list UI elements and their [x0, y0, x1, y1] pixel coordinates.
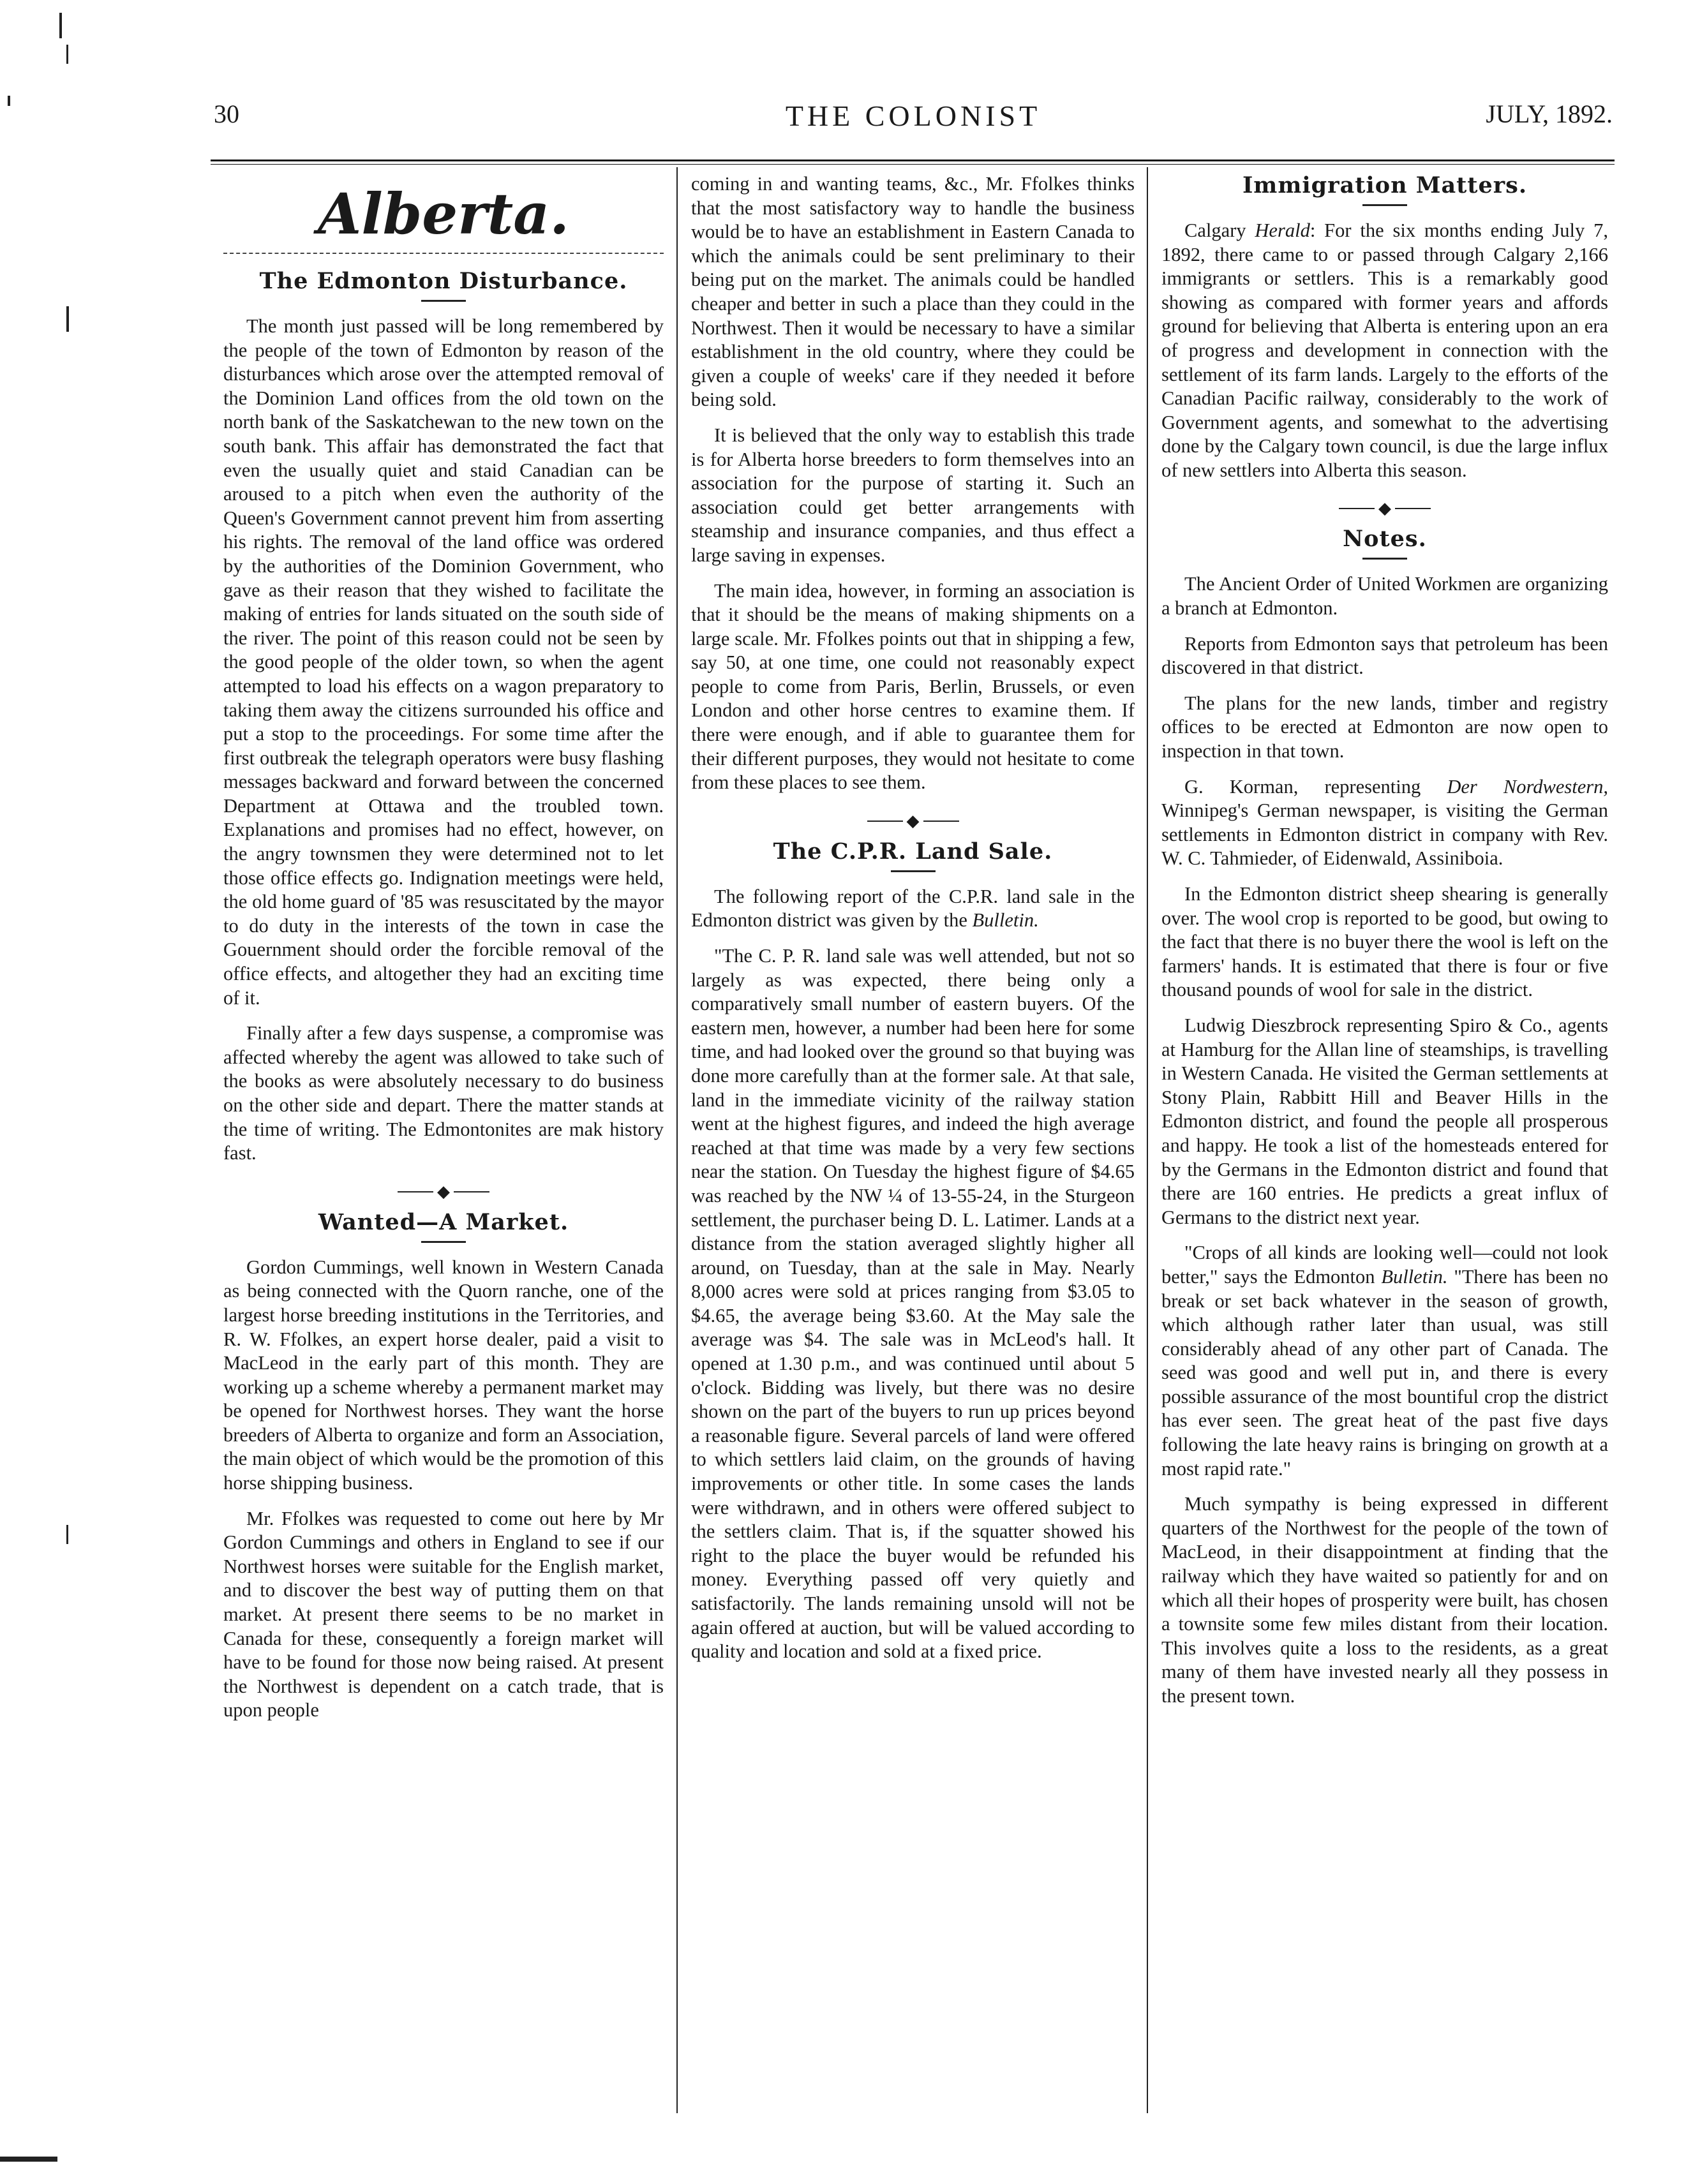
column-2 [691, 172, 1135, 2112]
header-rule [211, 160, 1615, 161]
column-divider [676, 167, 678, 2113]
scan-mark [59, 13, 62, 38]
text-run: The following report of the C.P.R. land sale in the Edmonton district was given by the [691, 885, 1135, 932]
publication-name: Bulletin. [1381, 1265, 1448, 1288]
title-rule [891, 870, 936, 872]
column-divider [1147, 167, 1148, 2113]
paragraph: Gordon Cummings, well known in Western Canada as being connected with the Quorn ranche, one of the largest horse breeding institutions in the Territories, and R. W. Ffolkes, an expert horse dealer, paid a visit to MacLeod in the early part of this month. They are working up a scheme whereby a permanent market may be opened for Northwest horses. They want the horse breeders of Alberta to organize and form an Association, the main object of which would be the promotion of this horse shipping business. [223, 1256, 664, 1494]
paragraph: coming in and wanting teams, &c., Mr. Ffolkes thinks that the most satisfactory way to handle the business would be to have an establishment in Eastern Canada to which the animals could be sent preliminary to their being put on the market. The animals could be handled cheaper and better in such a place than they could in the Northwest. Then it would be necessary to have a similar establishment in the old country, where they could be given a couple of weeks' care if they needed it before being sold. [691, 173, 1135, 411]
section-ornament: ◆ [223, 1184, 664, 1199]
text-run: Winnipeg's German newspaper, is visiting the German settlements in Edmonton district in company with Rev. W. C. Tahmieder, of Eidenwald, Assiniboia. [1161, 799, 1608, 870]
page-header [214, 99, 1613, 144]
paragraph: Mr. Ffolkes was requested to come out here by Mr Gordon Cummings and others in England to see if our Northwest horses were suitable for the English market, and to discover the best way of putting them on that market. At present there seems to be no market in Canada for these, consequently a foreign market will have to be found for those now being raised. At present the Northwest is dependent on a catch trade, that is upon people [223, 1507, 664, 1721]
paragraph [1161, 1241, 1608, 1481]
header-rule-thin [211, 164, 1615, 165]
article-title: Wanted—A Market. [318, 1208, 569, 1235]
text-run: : For the six months ending July 7, 1892, there came to or passed through Calgary 2,166 immigrants or settlers. This is a remarkably good showing as compared with former years and affords ground for believing that Alberta is entering upon an era of progress and development in connection with the settlement of its farm lands. Largely to the efforts of the Canadian Pacific railway, considerably to the work of Government agents, and somewhat to the advertising done by the Calgary town council, is due the large influx of new settlers into Alberta this season. [1161, 219, 1608, 481]
scan-mark [0, 2157, 57, 2162]
paragraph: Ludwig Dieszbrock representing Spiro & Co., agents at Hamburg for the Allan line of steamships, is travelling in Western Canada. He visited the German settlements at Stony Plain, Rabbitt Hill and Beaver Hills in the Edmonton district, and found the people all prosperous and happy. He took a list of the homesteads entered for by the Germans in the Edmonton district and found that there are 160 entries. He predicts a great influx of Germans to the district next year. [1161, 1014, 1608, 1228]
paragraph: "The C. P. R. land sale was well attended, but not so largely as was expected, there being only a comparatively small number of eastern buyers. Of the eastern men, however, a number had been here for some time, and had looked over the ground so that buying was done more carefully than at the former sale. At that sale, land in the immediate vicinity of the railway station went at the highest figures, and indeed the high average reached at that time was made by a very few sections near the station. On Tuesday the highest figure of $4.65 was reached by the NW ¼ of 13-55-24, in the Sturgeon settlement, the purchaser being D. L. Latimer. Lands at a distance from the station averaged slightly higher all around, on Tuesday, than at the sale in May. Nearly 8,000 acres were sold at prices ranging from $3.05 to $4.65, the average being $3.60. At the May sale the average was $4. The sale was in McLeod's hall. It opened at 1.30 p.m., and was continued until about 5 o'clock. Bidding was lively, but there was no desire shown on the part of the buyers to run up prices beyond a reasonable figure. Several parcels of land were offered to which settlers laid claim, on the grounds of having improvements or other title. In some cases the lands were withdrawn, and in others were offered subject to the settlers claim. That is, if the squatter showed his right to the place the buyer would be refunded his money. Everything passed off very quietly and satisfactorily. The lands remaining unsold will not be again offered at auction, but will be valued according to quality and location and sold at a fixed price. [691, 944, 1135, 1663]
paragraph [691, 885, 1135, 933]
title-rule [1362, 558, 1407, 560]
paragraph [1161, 219, 1608, 483]
article-title: The C.P.R. Land Sale. [773, 838, 1053, 865]
title-rule [421, 1241, 466, 1243]
text-run: G. Korman, representing [1184, 775, 1447, 798]
column-1 [223, 172, 664, 2112]
scan-mark [66, 45, 68, 64]
paragraph: In the Edmonton district sheep shearing is generally over. The wool crop is reported to be good, but owing to the fact that there is no buyer there the wool is left on the farmers' hands. It is estimated that there is four or five thousand pounds of wool for sale in the district. [1161, 883, 1608, 1001]
text-run: Calgary [1184, 219, 1255, 241]
title-rule [421, 300, 466, 302]
paragraph [1161, 775, 1608, 871]
masthead: THE COLONIST [785, 100, 1041, 132]
title-rule [1362, 204, 1407, 206]
publication-name: Herald [1255, 219, 1310, 241]
paragraph: The main idea, however, in forming an association is that it should be the means of making shipments on a large scale. Mr. Ffolkes points out that in shipping a few, say 50, at one time, one could not reasonably expect people to come from Paris, Berlin, Brussels, or even London and other horse centres to examine them. If there were enough, and if able to guarantee them for their different purposes, they would not hesitate to come from these places to see them. [691, 579, 1135, 794]
page-number: 30 [214, 100, 239, 128]
section-ornament: ◆ [691, 813, 1135, 828]
dashed-rule [223, 253, 664, 254]
issue-date: JULY, 1892. [1486, 100, 1613, 128]
paragraph: Much sympathy is being expressed in different quarters of the Northwest for the people of the town of MacLeod, in their disappointment at finding that the railway which they have waited so patiently for and on which all their hopes of prosperity were built, has chosen a townsite some few miles distant from their location. This involves quite a loss to the residents, as a great many of them have invested nearly all they possess in the present town. [1161, 1493, 1608, 1707]
paragraph: The Ancient Order of United Workmen are organizing a branch at Edmonton. [1161, 573, 1608, 620]
article-title: Immigration Matters. [1242, 172, 1528, 198]
scan-mark [66, 306, 69, 332]
paragraph: It is believed that the only way to establish this trade is for Alberta horse breeders to form themselves into an association for the purpose of starting it. Such an association could get better arrangements with steamship and insurance companies, and thus effect a large saving in expenses. [691, 424, 1135, 566]
scan-mark [8, 96, 10, 106]
paragraph: Reports from Edmonton says that petroleum has been discovered in that district. [1161, 632, 1608, 679]
scan-mark [66, 1525, 68, 1544]
article-title: Notes. [1343, 526, 1427, 553]
text-run: "There has been no break or set back whatever in the season of growth, which although rather later than usual, was still considerably ahead of any other part of Canada. The seed was good and well put in, and there is every possible assurance of the most bountiful crop the district has ever seen. The great heat of the past five days following the late heavy rains is bringing on growth at a most rapid rate." [1161, 1265, 1608, 1480]
paragraph: Finally after a few days suspense, a compromise was affected whereby the agent was allowed to take such of the books as were absolutely necessary to do business on the other side and depart. There the matter stands at the time of writing. The Edmontonites are mak history fast. [223, 1022, 664, 1164]
publication-name: Bulletin. [972, 909, 1039, 932]
paragraph: The month just passed will be long remembered by the people of the town of Edmonton by reason of the disturbances which arose over the attempted removal of the Dominion Land offices from the old town on the north bank of the Saskatchewan to the new town on the south bank. This affair has demonstrated the fact that even the usually quiet and staid Canadian can be aroused to a pitch when even the authority of the Queen's Government cannot prevent him from asserting his rights. The removal of the land office was ordered by the authorities of the Dominion Government, who gave as their reason that they wished to facilitate the making of entries for lands situated on the south side of the river. The point of this reason could not be seen by the good people of the older town, so when the agent attempted to load his effects on a wagon preparatory to taking them away the citizens surrounded his office and put a stop to the proceedings. For some time after the first outbreak the telegraph operators were busy flashing messages backward and forward between the concerned Department at Ottawa and the troubled town. Explanations and promises had no effect, however, on the angry townsmen they were determined not to let those office effects go. Indignation meetings were held, the old home guard of '85 was resuscitated by the mayor to do duty in the interests of the town in case the Gouernment should order the forcible removal of the office effects, and altogether they had an exciting time of it. [223, 315, 664, 1009]
department-heading: Alberta. [318, 181, 569, 247]
article-title: The Edmonton Disturbance. [259, 268, 628, 294]
section-ornament: ◆ [1161, 501, 1608, 516]
text-run: "Crops of all kinds are looking well—could not look better," says the Edmonton [1161, 1242, 1608, 1288]
column-3 [1161, 172, 1608, 2112]
publication-name: Der Nordwestern, [1447, 775, 1608, 798]
paragraph: The plans for the new lands, timber and registry offices to be erected at Edmonton are now open to inspection in that town. [1161, 692, 1608, 762]
